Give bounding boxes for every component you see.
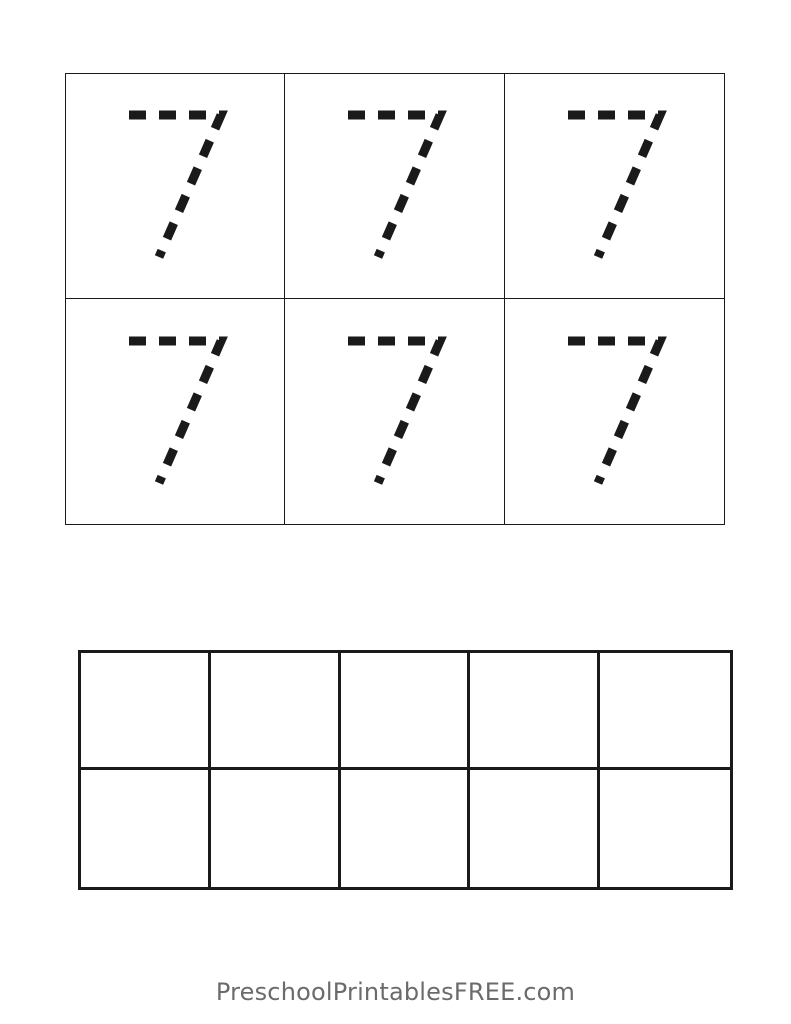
ten-frame-cell[interactable] — [341, 770, 471, 887]
footer-credit: PreschoolPrintablesFREE.com — [215, 978, 576, 1006]
dashed-seven-icon — [334, 101, 454, 271]
tracing-cell[interactable] — [285, 74, 504, 299]
ten-frame-cell[interactable] — [211, 770, 341, 887]
dashed-seven-icon — [115, 327, 235, 497]
number-tracing-grid — [65, 73, 725, 525]
ten-frame-cell[interactable] — [470, 770, 600, 887]
dashed-seven-icon — [115, 101, 235, 271]
ten-frame-cell[interactable] — [81, 653, 211, 770]
tracing-cell[interactable] — [66, 74, 285, 299]
dashed-seven-icon — [554, 101, 674, 271]
ten-frame-cell[interactable] — [600, 653, 730, 770]
tracing-cell[interactable] — [505, 74, 724, 299]
ten-frame-cell[interactable] — [470, 653, 600, 770]
tracing-cell[interactable] — [66, 299, 285, 524]
ten-frame-cell[interactable] — [341, 653, 471, 770]
ten-frame-cell[interactable] — [600, 770, 730, 887]
ten-frame — [78, 650, 733, 890]
tracing-cell[interactable] — [505, 299, 724, 524]
tracing-cell[interactable] — [285, 299, 504, 524]
dashed-seven-icon — [554, 327, 674, 497]
ten-frame-cell[interactable] — [211, 653, 341, 770]
dashed-seven-icon — [334, 327, 454, 497]
ten-frame-cell[interactable] — [81, 770, 211, 887]
